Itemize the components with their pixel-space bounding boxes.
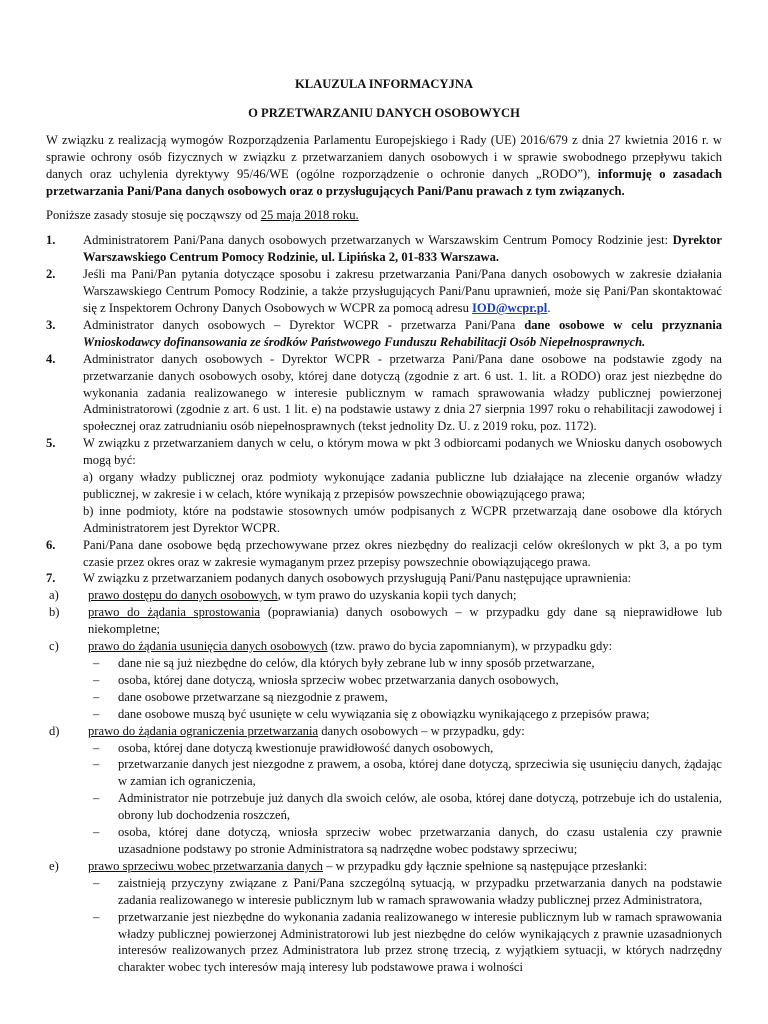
condition-text: Administrator nie potrzebuje już danych dla swoich celów, ale osoba, której dane dotyczą, potrzebuje ich do ustalenia, obrony lub dochodzenia roszczeń,	[118, 791, 722, 823]
right-item-e	[49, 858, 722, 976]
condition-text: zaistnieją przyczyny związane z Pani/Pana szczególną sytuacją, w przypadku przetwarzania danych na podstawie zadania realizowanego w interesie publicznym lub w ramach sprawowania władzy publicznej przez Administratora,	[118, 875, 722, 907]
right-description: – w przypadku gdy łącznie spełnione są następujące przesłanki:	[322, 858, 648, 873]
dash-bullet: –	[93, 706, 100, 721]
clause-text: W związku z przetwarzaniem danych w celu, o którym mowa w pkt 3 odbiorcami podanych we Wniosku danych osobowych mogą być:	[83, 436, 722, 468]
clause-number: 4.	[46, 351, 56, 366]
clause-item-3	[46, 317, 722, 351]
condition-list	[88, 740, 722, 858]
dash-bullet: –	[93, 875, 100, 890]
clause-item-7	[46, 570, 722, 976]
condition-item	[88, 672, 722, 689]
clause-item-2	[46, 266, 722, 317]
condition-text: osoba, której dane dotyczą kwestionuje prawidłowość danych osobowych,	[118, 740, 494, 755]
condition-item	[88, 824, 722, 858]
intro-bold-text: informuję o zasadach przetwarzania Pani/Pana danych osobowych oraz o przysługujących Pani/Panu prawach z tym związanych.	[46, 166, 723, 198]
dash-bullet: –	[93, 656, 100, 670]
document-subtitle: O PRZETWARZANIU DANYCH OSOBOWYCH	[248, 105, 520, 120]
right-name: prawo sprzeciwu wobec przetwarzania danych	[88, 858, 323, 873]
right-letter: a)	[49, 588, 59, 603]
recipient-a: a) organy władzy publicznej oraz podmioty wykonujące zadania publiczne lub działające na zlecenie organów władzy publicznej, w zakresie i w celach, które wynikają z przepisów powszechnie obowiązującego prawa;	[83, 470, 722, 501]
right-item-d	[49, 723, 722, 858]
clause-text: Jeśli ma Pani/Pan pytania dotyczące sposobu i zakresu przetwarzania Pani/Pana danych osobowych w zakresie działania Warszawskiego Centrum Pomocy Rodzinie, a także przysługujących Pani/Panu uprawnień, może się Pani/Pan skontaktować się z Inspektorem Ochrony Danych Osobowych w WCPR za pomocą adresu	[83, 267, 722, 315]
administrator-name: Dyrektor Warszawskiego Centrum Pomocy Rodzinie, ul. Lipińska 2, 01-833 Warszawa.	[83, 233, 722, 265]
condition-text: dane nie są już niezbędne do celów, dla których były zebrane lub w inny sposób przetwarzane,	[118, 656, 595, 670]
condition-item	[88, 655, 722, 672]
right-description: danych osobowych – w przypadku, gdy:	[318, 723, 525, 738]
condition-item	[88, 909, 722, 977]
clause-text: Administrator danych osobowych - Dyrektor WCPR - przetwarza Pani/Pana dane osobowe na podstawie zgody na przetwarzanie danych osobowych osoby, której dane dotyczą (zgodnie z art. 6 ust. 1. lit. a RODO) oraz jest niezbędne do wykonania zadania realizowanego w interesie publicznym w ramach sprawowania władzy publicznej powierzonej Administratorowi (zgodnie z art. 6 ust. 1 lit. e) na podstawie ustawy z dnia 27 sierpnia 1997 roku o rehabilitacji zawodowej i społecznej oraz zatrudnianiu osób niepełnosprawnych (tekst jednolity Dz. U. z 2019 roku, poz. 1172).	[83, 351, 722, 434]
clause-number: 7.	[46, 571, 56, 586]
purpose-bold-text: dane osobowe w celu przyznania	[524, 317, 722, 332]
condition-item	[88, 689, 722, 706]
clause-text-end: .	[547, 300, 551, 315]
dash-bullet: –	[93, 909, 100, 924]
start-date-paragraph	[46, 207, 722, 224]
condition-item	[88, 790, 722, 824]
clause-number: 6.	[46, 537, 56, 552]
condition-item	[88, 756, 722, 790]
right-item-a	[49, 587, 722, 604]
right-name: prawo do żądania ograniczenia przetwarzania	[88, 723, 319, 738]
start-date: 25 maja 2018 roku.	[260, 208, 359, 223]
condition-item	[88, 706, 722, 723]
right-description: (poprawiania) danych osobowych – w przypadku gdy dane są nieprawidłowe lub niekompletne;	[88, 605, 722, 637]
purpose-bold-italic-text: Wnioskodawcy dofinansowania ze środków Państwowego Funduszu Rehabilitacji Osób Niepełnosprawnych.	[83, 334, 646, 349]
condition-item	[88, 875, 722, 909]
clause-item-5	[46, 435, 722, 536]
dash-bullet: –	[93, 672, 100, 687]
condition-text: osoba, której dane dotyczą, wniosła sprzeciw wobec przetwarzania danych, do czasu ustalenia czy prawnie uzasadnione podstawy po stronie Administratora są nadrzędne wobec podstawy sprzeciwu;	[118, 825, 722, 856]
clause-text: W związku z przetwarzaniem podanych danych osobowych przysługują Pani/Panu następujące uprawnienia:	[83, 571, 632, 586]
right-letter: c)	[49, 639, 59, 654]
right-name: prawo do żądania sprostowania	[88, 605, 261, 620]
document-page	[46, 76, 722, 976]
right-letter: d)	[49, 723, 60, 738]
condition-item	[88, 740, 722, 757]
recipient-b: b) inne podmioty, które na podstawie stosownych umów podpisanych z WCPR przetwarzają dane osobowe dla których Administratorem jest Dyrektor WCPR.	[83, 503, 722, 535]
condition-list	[88, 655, 722, 723]
right-description: (tzw. prawo do bycia zapomnianym), w przypadku gdy:	[327, 639, 613, 654]
clause-number: 3.	[46, 317, 56, 332]
condition-text: przetwarzanie danych jest niezgodne z prawem, a osoba, której dane dotyczą, sprzeciwia się usunięciu danych, żądając w zamian ich ograniczenia,	[118, 757, 722, 789]
dash-bullet: –	[93, 825, 100, 840]
condition-text: dane osobowe przetwarzane są niezgodnie z prawem,	[118, 689, 388, 704]
dash-bullet: –	[93, 689, 100, 704]
right-letter: b)	[49, 605, 60, 620]
condition-text: dane osobowe muszą być usunięte w celu wywiązania się z obowiązku wynikającego z przepisów prawa;	[118, 706, 650, 721]
iod-email-link[interactable]: IOD@wcpr.pl	[472, 300, 548, 315]
right-name: prawo dostępu do danych osobowych	[88, 588, 278, 603]
clause-text: Pani/Pana dane osobowe będą przechowywane przez okres niezbędny do realizacji celów określonych w pkt 3, a po tym czasie przez okres oraz w zakresie wymaganym przez przepisy powszechnie obowiązującego prawa.	[83, 537, 722, 569]
clause-item-1	[46, 232, 722, 266]
intro-text: W związku z realizacją wymogów Rozporządzenia Parlamentu Europejskiego i Rady (UE) 2016/679 z dnia 27 kwietnia 2016 r. w sprawie ochrony osób fizycznych w związku z przetwarzaniem danych osobowych i w sprawie swobodnego przepływu takich danych oraz uchylenia dyrektywy 95/46/WE (ogólne rozporządzenie o ochronie danych „RODO”),	[46, 132, 722, 181]
start-date-prefix: Poniższe zasady stosuje się począwszy od	[46, 208, 261, 223]
dash-bullet: –	[93, 791, 100, 806]
right-letter: e)	[49, 858, 59, 873]
clause-list	[46, 232, 722, 976]
intro-paragraph	[46, 132, 722, 200]
rights-list	[49, 587, 722, 976]
dash-bullet: –	[93, 740, 100, 755]
condition-text: przetwarzanie jest niezbędne do wykonania zadania realizowanego w interesie publicznym lub w ramach sprawowania władzy publicznej powierzonej Administratorowi lub jest niezbędne do celów wynikających z prawnie uzasadnionych interesów realizowanych przez Administratora lub przez stronę trzecią, z wyjątkiem sytuacji, w których nadrzędny charakter wobec tych interesów mają interesy lub podstawowe prawa i wolności	[118, 909, 722, 975]
clause-text: Administratorem Pani/Pana danych osobowych przetwarzanych w Warszawskim Centrum Pomocy Rodzinie jest:	[83, 233, 673, 248]
condition-text: osoba, której dane dotyczą, wniosła sprzeciw wobec przetwarzania danych osobowych,	[118, 672, 559, 687]
clause-number: 5.	[46, 436, 56, 451]
clause-item-4	[46, 351, 722, 436]
clause-number: 2.	[46, 267, 56, 282]
right-item-b	[49, 604, 722, 638]
clause-text: Administrator danych osobowych – Dyrektor WCPR - przetwarza Pani/Pana	[83, 317, 525, 332]
clause-item-6	[46, 537, 722, 571]
right-description: , w tym prawo do uzyskania kopii tych danych;	[277, 588, 517, 603]
dash-bullet: –	[93, 757, 100, 772]
condition-list	[88, 875, 722, 976]
clause-number: 1.	[46, 233, 56, 248]
right-name: prawo do żądania usunięcia danych osobowych	[88, 639, 328, 654]
document-title: KLAUZULA INFORMACYJNA	[294, 77, 474, 91]
right-item-c	[49, 638, 722, 723]
